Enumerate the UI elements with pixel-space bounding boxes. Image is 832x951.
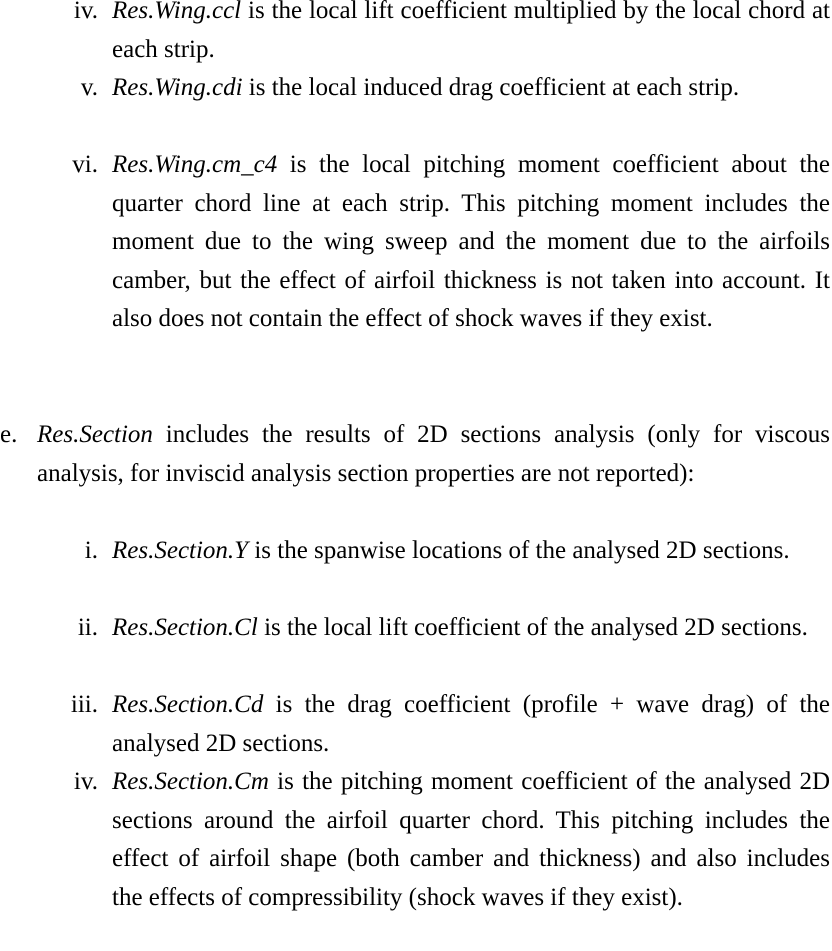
- list-item-text: [112, 686, 830, 763]
- term: Res.Section.Cm: [112, 768, 269, 795]
- list-marker: iv.: [73, 0, 98, 24]
- section-item-cm: [73, 763, 830, 917]
- section-item-cl: [77, 609, 830, 648]
- list-item-text: [112, 763, 830, 917]
- term: Res.Section.Y: [112, 537, 249, 564]
- description: is the local lift coefficient multiplied by the local chord at each strip.: [112, 0, 830, 63]
- wing-item-cm-c4: [72, 146, 830, 339]
- list-marker: e.: [0, 421, 18, 448]
- term: Res.Section.Cl: [112, 614, 258, 641]
- list-item-text: [112, 0, 830, 69]
- term: Res.Wing.cm_c4: [112, 151, 278, 178]
- term: Res.Wing.cdi: [112, 74, 243, 101]
- description: is the pitching moment coefficient of the analysed 2D sections around the airfoil quarter chord. This pitching includes the effect of airfoil shape (both camber and thickness) and also includes the effects of compressibility (shock waves if they exist).: [112, 768, 830, 911]
- list-item-text: [112, 146, 830, 339]
- list-item-text: [112, 609, 830, 648]
- term: Res.Section.Cd: [112, 691, 264, 718]
- list-marker: ii.: [77, 614, 98, 641]
- list-item-text: [112, 69, 830, 108]
- list-marker: iii.: [70, 691, 98, 718]
- description: is the drag coefficient (profile + wave drag) of the analysed 2D sections.: [112, 691, 830, 757]
- wing-item-cdi: [80, 69, 830, 108]
- list-item-text: [112, 532, 830, 571]
- section-item: [0, 416, 830, 493]
- list-marker: vi.: [72, 151, 98, 178]
- term: Res.Section: [37, 421, 153, 448]
- list-marker: iv.: [73, 768, 98, 795]
- section-item-y: [84, 532, 830, 571]
- description: is the local pitching moment coefficient about the quarter chord line at each strip. This pitching moment includes the moment due to the wing sweep and the moment due to the airfoils camber, but the effect of airfoil thickness is not taken into account. It also does not contain the effect of shock waves if they exist.: [112, 151, 830, 333]
- list-marker: i.: [84, 537, 98, 564]
- list-item-text: [37, 416, 830, 493]
- section-item-cd: [70, 686, 830, 763]
- wing-item-ccl: [73, 0, 830, 69]
- description: is the spanwise locations of the analysed 2D sections.: [248, 537, 790, 564]
- description: is the local induced drag coefficient at each strip.: [242, 74, 740, 101]
- description: is the local lift coefficient of the analysed 2D sections.: [257, 614, 808, 641]
- term: Res.Wing.ccl: [112, 0, 242, 24]
- list-marker: v.: [80, 74, 98, 101]
- description: includes the results of 2D sections analysis (only for viscous analysis, for inviscid analysis section properties are not reported):: [37, 421, 830, 487]
